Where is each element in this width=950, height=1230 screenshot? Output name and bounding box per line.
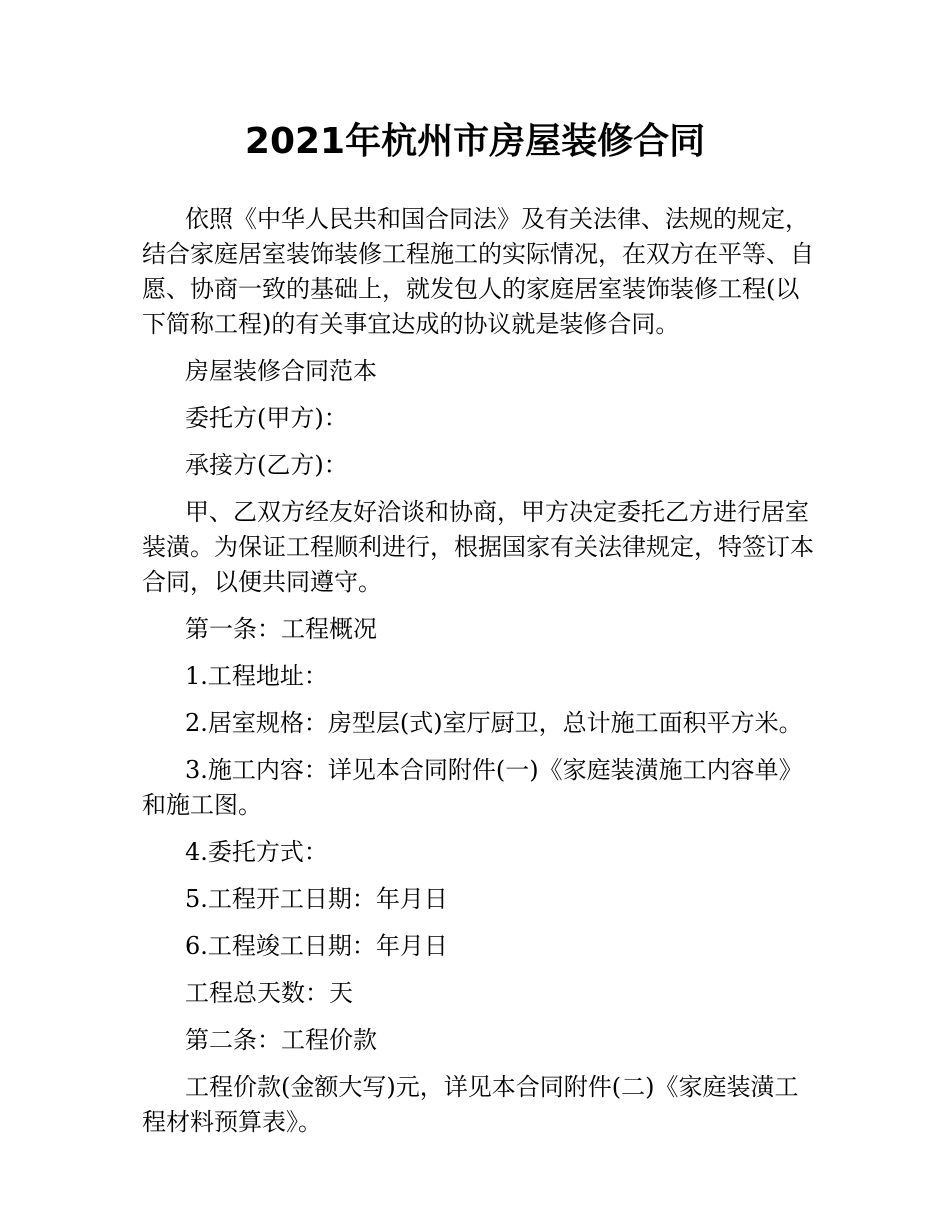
paragraph-total-days: 工程总天数：天 [185,979,353,1007]
document-title: 2021年杭州市房屋装修合同 [244,121,706,162]
paragraph-item-6: 6.工程竣工日期：年月日 [185,932,448,960]
paragraph-party-b: 承接方(乙方)： [185,451,348,479]
paragraph-item-5: 5.工程开工日期：年月日 [185,885,448,913]
paragraph-party-a: 委托方(甲方)： [185,404,348,432]
paragraph-item-4: 4.委托方式： [185,838,328,866]
paragraph-item-1: 1.工程地址： [185,662,328,690]
document-body [142,202,822,1152]
paragraph-price: 工程价款(金额大写)元，详见本合同附件(二)《家庭装潢工程材料预算表》。 [142,1073,799,1136]
paragraph-article-2: 第二条：工程价款 [185,1026,377,1054]
paragraph-template-heading: 房屋装修合同范本 [185,357,377,385]
paragraph-item-3: 3.施工内容：详见本合同附件(一)《家庭装潢施工内容单》和施工图。 [142,756,803,819]
paragraph-intro: 依照《中华人民共和国合同法》及有关法律、法规的规定，结合家庭居室装饰装修工程施工的实际情况，在双方在平等、自愿、协商一致的基础上，就发包人的家庭居室装饰装修工程(以下简称工程)的有关事宜达成的协议就是装修合同。 [142,205,814,338]
paragraph-article-1: 第一条：工程概况 [185,615,377,643]
paragraph-agreement: 甲、乙双方经友好洽谈和协商，甲方决定委托乙方进行居室装潢。为保证工程顺利进行，根据国家有关法律规定，特签订本合同，以便共同遵守。 [142,498,814,596]
paragraph-item-2: 2.居室规格：房型层(式)室厅厨卫，总计施工面积平方米。 [185,709,803,737]
